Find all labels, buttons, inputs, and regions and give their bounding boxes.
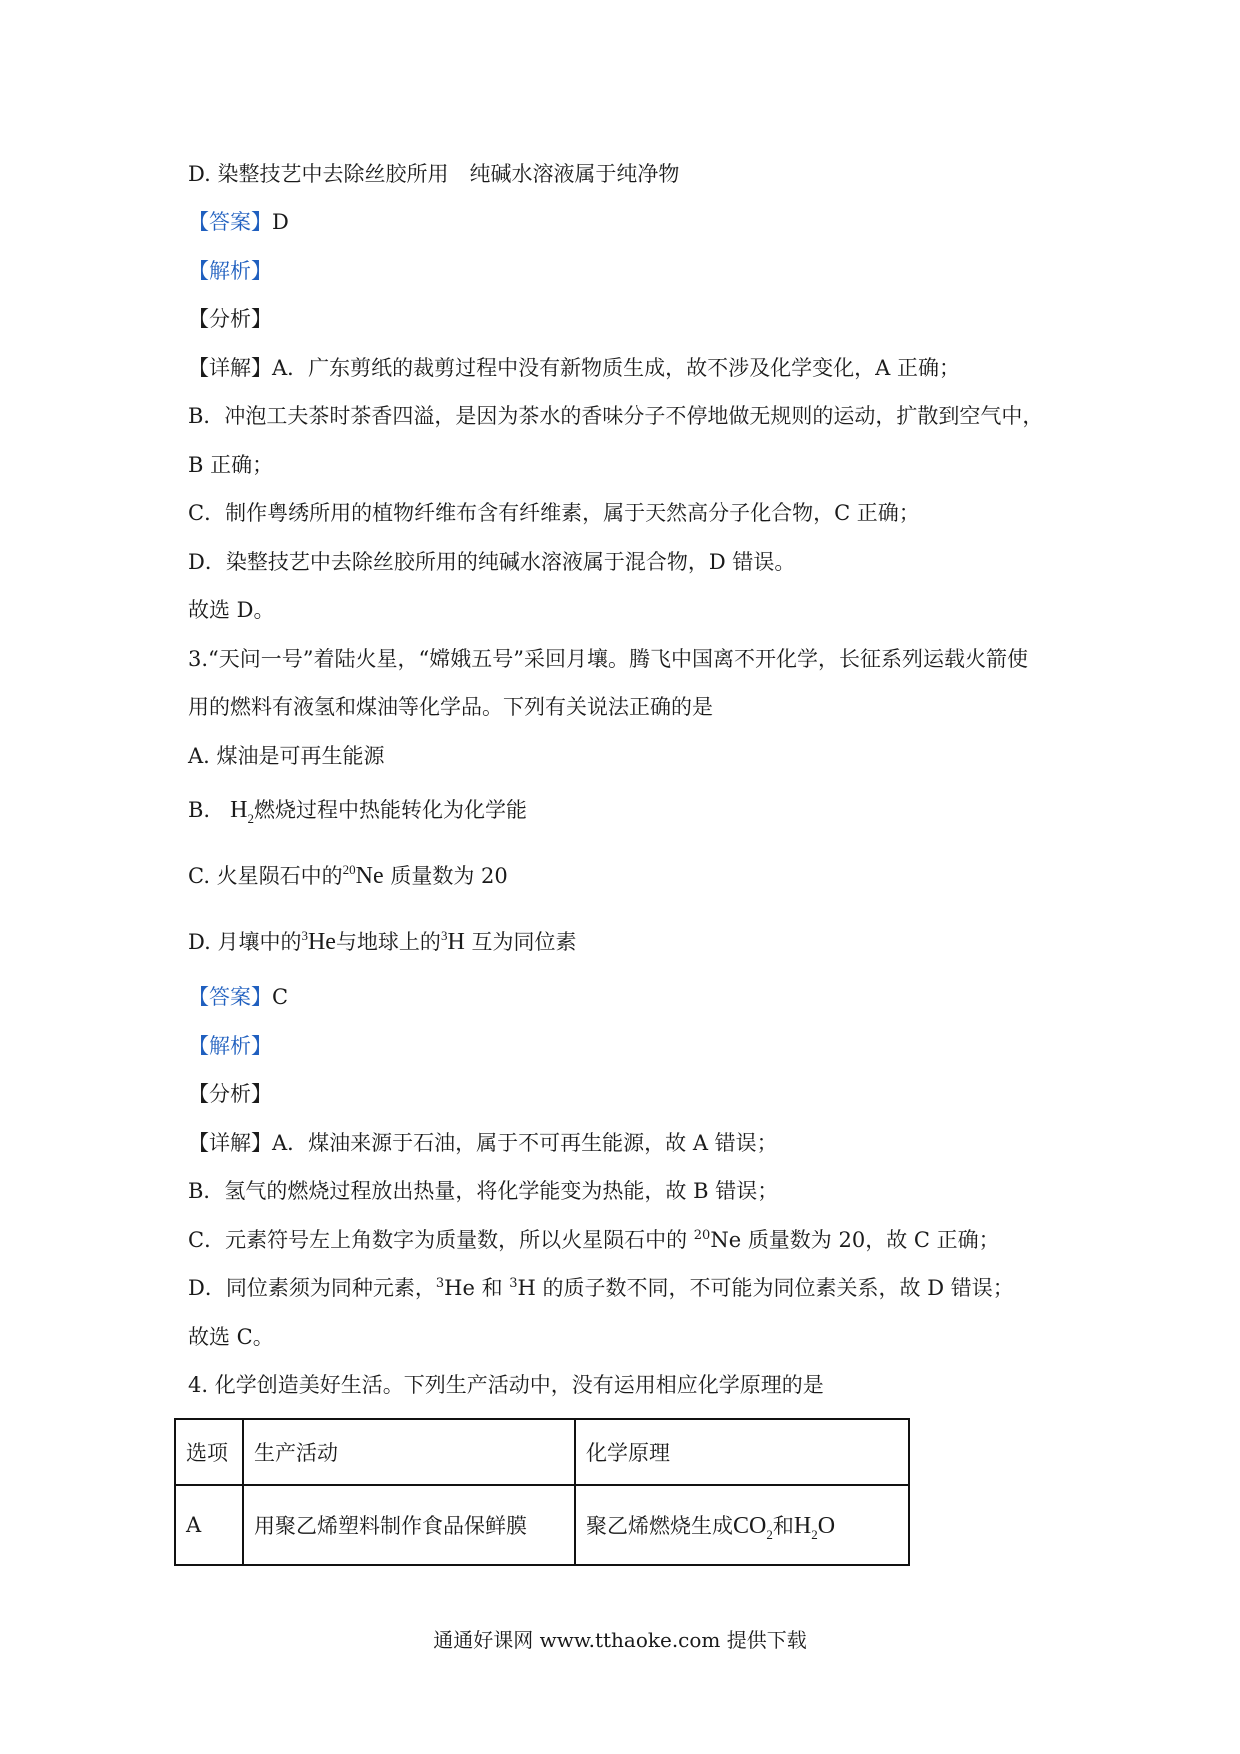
principle-text: 和 bbox=[772, 1514, 794, 1538]
q2-fenxi-tag: 【分析】 bbox=[188, 307, 272, 331]
formula-sub: 2 bbox=[811, 1526, 818, 1542]
mass-number: 20 bbox=[693, 1228, 711, 1243]
mass-number: 3 bbox=[301, 928, 308, 943]
answer-value: D bbox=[272, 210, 289, 234]
q3-detail-c bbox=[188, 1226, 1000, 1254]
detail-text: A．煤油来源于石油，属于不可再生能源，故 A 错误； bbox=[272, 1131, 778, 1155]
element-symbol: Ne bbox=[710, 1228, 742, 1252]
element-symbol: H bbox=[517, 1276, 536, 1300]
detail-text: D．同位素须为同种元素， bbox=[188, 1276, 436, 1300]
q2-answer bbox=[188, 208, 289, 236]
mass-number: 20 bbox=[342, 862, 356, 877]
element-symbol: H bbox=[447, 929, 465, 955]
detail-tag: 【详解】 bbox=[188, 356, 272, 380]
option-text: 与地球上的 bbox=[335, 930, 441, 954]
principle-text: 聚乙烯燃烧生成 bbox=[586, 1514, 733, 1538]
mass-number: 3 bbox=[435, 1276, 445, 1291]
answer-tag: 【答案】 bbox=[188, 210, 272, 234]
q3-option-c bbox=[188, 862, 508, 890]
table-row bbox=[175, 1485, 909, 1565]
detail-tag: 【详解】 bbox=[188, 1131, 272, 1155]
page-footer: 通通好课网 www.tthaoke.com 提供下载 bbox=[433, 1628, 807, 1652]
h3-nuclide bbox=[441, 929, 465, 955]
q4-stem: 4. 化学创造美好生活。下列生产活动中，没有运用相应化学原理的是 bbox=[188, 1373, 824, 1397]
q2-option-d: D. 染整技艺中去除丝胶所用 纯碱水溶液属于纯净物 bbox=[188, 162, 680, 186]
detail-text: 和 bbox=[481, 1276, 503, 1300]
answer-tag: 【答案】 bbox=[188, 985, 272, 1009]
cell-activity: 用聚乙烯塑料制作食品保鲜膜 bbox=[243, 1485, 575, 1565]
table-header-row bbox=[175, 1419, 909, 1485]
option-text: D. 月壤中的 bbox=[188, 930, 302, 954]
q2-detail-d: D．染整技艺中去除丝胶所用的纯碱水溶液属于混合物，D 错误。 bbox=[188, 550, 796, 574]
q3-detail-a bbox=[188, 1129, 778, 1157]
detail-text: 质量数为 20，故 C 正确； bbox=[747, 1228, 1000, 1252]
option-text: C. 火星陨石中的 bbox=[188, 864, 343, 888]
he3-nuclide bbox=[301, 929, 335, 955]
formula-h: H bbox=[230, 797, 248, 823]
cell-principle bbox=[575, 1485, 909, 1565]
element-symbol: He bbox=[307, 929, 336, 955]
answer-value: C bbox=[272, 985, 289, 1009]
detail-text: A．广东剪纸的裁剪过程中没有新物质生成，故不涉及化学变化，A 正确； bbox=[272, 356, 961, 380]
q3-option-a: A. 煤油是可再生能源 bbox=[188, 744, 385, 768]
element-symbol: Ne bbox=[355, 863, 384, 889]
header-option: 选项 bbox=[175, 1419, 243, 1485]
cell-option: A bbox=[175, 1485, 243, 1565]
header-principle: 化学原理 bbox=[575, 1419, 909, 1485]
q3-stem-line2: 用的燃料有液氢和煤油等化学品。下列有关说法正确的是 bbox=[188, 695, 713, 719]
q2-detail-b2: B 正确； bbox=[188, 453, 274, 477]
mass-number: 3 bbox=[440, 928, 448, 943]
q3-detail-d bbox=[188, 1274, 1014, 1302]
option-text: 互为同位素 bbox=[471, 930, 577, 954]
option-text: 燃烧过程中热能转化为化学能 bbox=[253, 798, 527, 822]
q3-choose: 故选 C。 bbox=[188, 1325, 274, 1349]
h2-formula bbox=[230, 797, 254, 826]
detail-text: C．元素符号左上角数字为质量数，所以火星陨石中的 bbox=[188, 1228, 688, 1252]
q4-table bbox=[174, 1418, 910, 1566]
formula-sub: 2 bbox=[247, 810, 254, 826]
q2-detail-c: C．制作粤绣所用的植物纤维布含有纤维素，属于天然高分子化合物，C 正确； bbox=[188, 501, 920, 525]
header-activity: 生产活动 bbox=[243, 1419, 575, 1485]
q3-answer bbox=[188, 983, 288, 1011]
co2-formula bbox=[733, 1513, 773, 1542]
formula-co: CO bbox=[733, 1513, 767, 1539]
q3-stem-line1: 3.“天问一号”着陆火星，“嫦娥五号”采回月壤。腾飞中国离不开化学，长征系列运载火箭使 bbox=[188, 647, 1028, 671]
q2-detail-a bbox=[188, 354, 960, 382]
ne20-nuclide bbox=[343, 863, 384, 889]
formula-o: O bbox=[817, 1513, 836, 1539]
h2o-formula bbox=[793, 1513, 836, 1542]
q3-option-d bbox=[188, 928, 576, 956]
detail-text: 的质子数不同，不可能为同位素关系，故 D 错误； bbox=[542, 1276, 1014, 1300]
q2-detail-b1: B．冲泡工夫茶时茶香四溢，是因为茶水的香味分子不停地做无规则的运动，扩散到空气中， bbox=[188, 404, 1044, 428]
q3-analysis-tag: 【解析】 bbox=[188, 1034, 272, 1058]
formula-sub: 2 bbox=[766, 1526, 773, 1542]
option-label: B. bbox=[188, 798, 211, 822]
mass-number: 3 bbox=[509, 1276, 518, 1291]
q2-analysis-tag: 【解析】 bbox=[188, 259, 272, 283]
q3-option-b bbox=[188, 796, 527, 824]
formula-h: H bbox=[793, 1513, 812, 1539]
option-text: 质量数为 20 bbox=[390, 864, 508, 888]
q3-detail-b: B．氢气的燃烧过程放出热量，将化学能变为热能，故 B 错误； bbox=[188, 1179, 779, 1203]
q3-fenxi-tag: 【分析】 bbox=[188, 1082, 272, 1106]
q2-choose: 故选 D。 bbox=[188, 598, 275, 622]
element-symbol: He bbox=[444, 1276, 475, 1300]
